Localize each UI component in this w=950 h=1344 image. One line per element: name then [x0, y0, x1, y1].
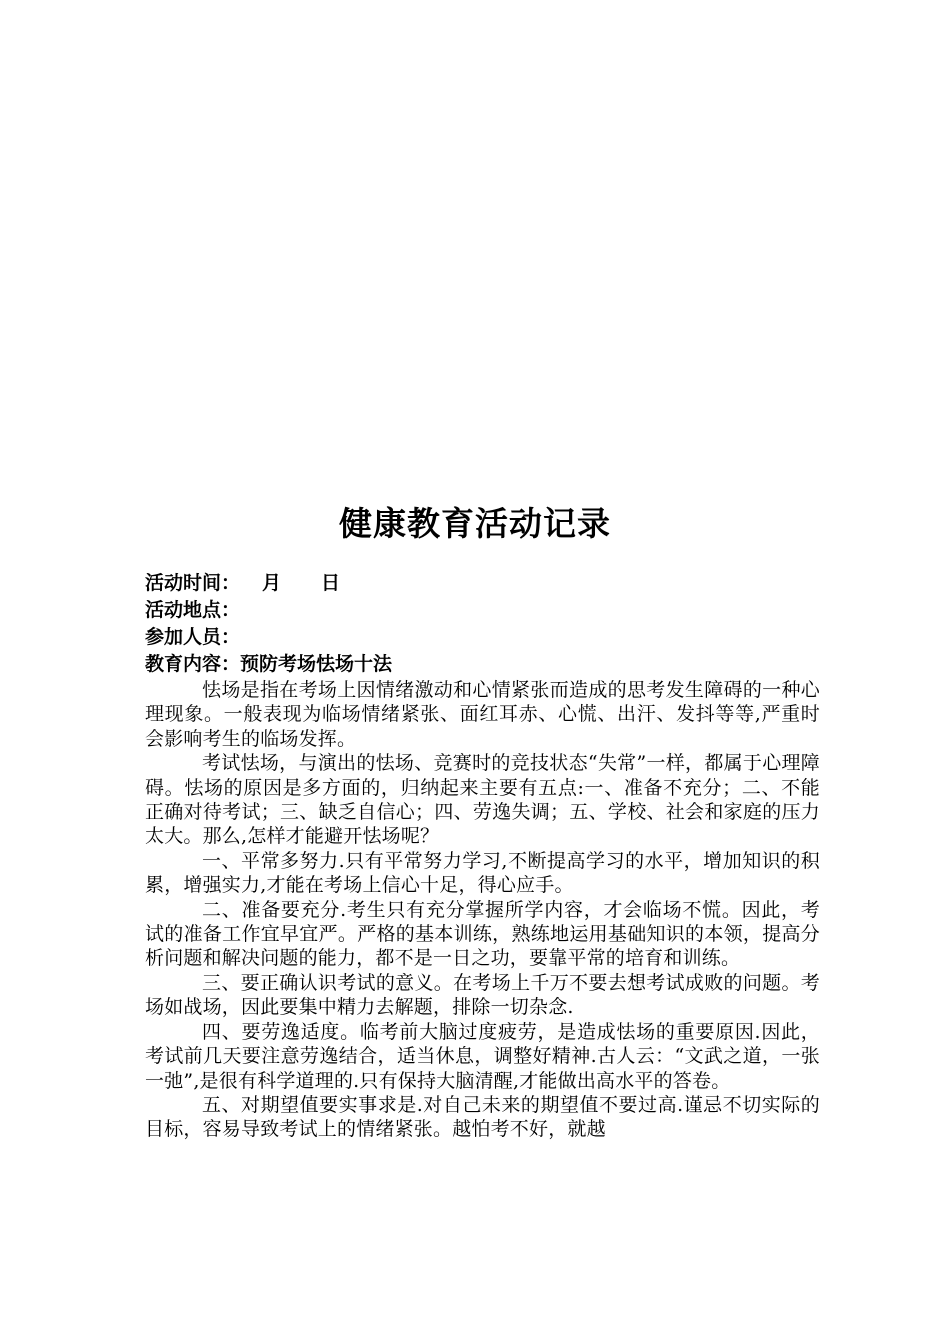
paragraph-method-2: 二、准备要充分.考生只有充分掌握所学内容，才会临场不慌。因此，考试的准备工作宜早宜严。严格的基本训练，熟练地运用基础知识的本领，提高分析问题和解决问题的能力，都不是一日之功，要靠平常的培育和训练。	[145, 898, 820, 970]
activity-time-month: 月	[262, 572, 282, 594]
paragraph-method-1: 一、平常多努力.只有平常努力学习,不断提高学习的水平，增加知识的积累，增强实力,才能在考场上信心十足，得心应手。	[145, 849, 820, 897]
activity-time-day: 日	[321, 572, 341, 594]
activity-time-label: 活动时间：	[145, 572, 241, 594]
page-title: 健康教育活动记录	[339, 504, 611, 543]
paragraph-method-4: 四、要劳逸适度。临考前大脑过度疲劳，是造成怯场的重要原因.因此，考试前几天要注意劳逸结合，适当休息，调整好精神.古人云：“文武之道，一张一弛”,是很有科学道理的.只有保持大脑清醒,才能做出高水平的答卷。	[145, 1020, 820, 1092]
education-content-value: 预防考场怯场十法	[240, 653, 393, 675]
activity-place-line	[145, 597, 820, 624]
participants-line	[145, 624, 820, 651]
paragraph-method-5: 五、对期望值要实事求是.对自己未来的期望值不要过高.谨忌不切实际的目标，容易导致考试上的情绪紧张。越怕考不好，就越	[145, 1093, 820, 1141]
paragraph-method-3: 三、要正确认识考试的意义。在考场上千万不要去想考试成败的问题。考场如战场，因此要集中精力去解题，排除一切杂念.	[145, 971, 820, 1019]
education-content-line	[145, 651, 820, 678]
activity-time-line	[145, 570, 820, 597]
paragraph-intro: 怯场是指在考场上因情绪激动和心情紧张而造成的思考发生障碍的一种心理现象。一般表现为临场情绪紧张、面红耳赤、心慌、出汗、发抖等等,严重时会影响考生的临场发挥。	[145, 679, 820, 750]
paragraph-causes: 考试怯场，与演出的怯场、竞赛时的竞技状态“失常”一样，都属于心理障碍。怯场的原因是多方面的，归纳起来主要有五点:一、准备不充分；二、不能正确对待考试；三、缺乏自信心；四、劳逸失调；五、学校、社会和家庭的压力太大。那么,怎样才能避开怯场呢？	[145, 752, 820, 848]
education-content-label: 教育内容：	[145, 653, 241, 675]
participants-label: 参加人员：	[145, 626, 241, 648]
activity-place-label: 活动地点：	[145, 599, 241, 621]
record-body	[145, 570, 820, 1142]
